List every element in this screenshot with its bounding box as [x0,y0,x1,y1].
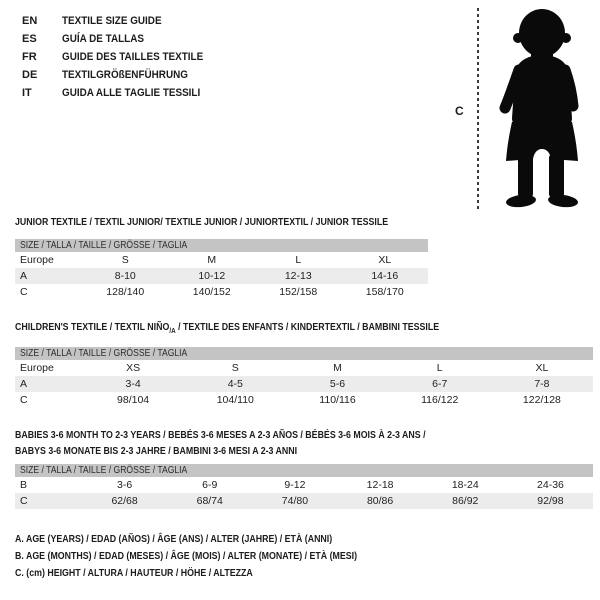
children-section-title [15,321,439,335]
table-size-header-text: SIZE / TALLA / TAILLE / GRÖSSE / TAGLIA [20,465,188,476]
height-measure-label: C [455,104,464,118]
table-row [15,477,593,493]
table-size-header-text: SIZE / TALLA / TAILLE / GRÖSSE / TAGLIA [20,240,188,251]
table-cell: 152/158 [279,286,318,298]
table-cell: 86/92 [452,495,479,507]
babies-title-line2: BABYS 3-6 MONATE BIS 2-3 JAHRE / BAMBINI 3-6 MESI A 2-3 ANNI [15,445,298,457]
junior-section-title: JUNIOR TEXTILE / TEXTIL JUNIOR/ TEXTILE JUNIOR / JUNIORTEXTIL / JUNIOR TESSILE [15,216,389,228]
baby-silhouette-image [485,4,600,210]
table-cell: 74/80 [281,495,309,507]
table-cell: 116/122 [421,394,459,406]
babies-section-title [15,427,426,459]
table-cell: C [20,286,28,298]
table-row [15,284,428,300]
table-cell: S [121,254,129,266]
table-cell: A [20,270,28,282]
table-cell: 104/110 [216,394,254,406]
table-cell: 128/140 [106,286,145,298]
children-size-table [15,347,593,408]
table-cell: 80/86 [366,495,394,507]
language-code: EN [22,15,38,27]
language-row-de [22,66,219,84]
table-row [15,360,593,376]
language-title: TEXTILGRÖßENFÜHRUNG [62,69,188,81]
table-cell: 110/116 [319,394,356,406]
junior-size-table [15,239,428,300]
language-legend [22,12,219,102]
language-title: GUIDE DES TAILLES TEXTILE [62,51,204,63]
table-cell: A [20,378,28,390]
table-cell: XS [126,362,141,374]
table-cell: XL [378,254,392,266]
language-code: DE [22,69,38,81]
table-cell: M [207,254,217,266]
language-row-fr [22,48,219,66]
table-cell: 98/104 [117,394,150,406]
table-row [15,376,593,392]
table-cell: S [231,362,239,374]
note-age-months: B. AGE (MONTHS) / EDAD (MESES) / ÂGE (MOIS) / ALTER (MONATE) / ETÀ (MESI) [15,550,358,562]
table-cell: 5-6 [329,378,346,390]
children-title-post: / TEXTILE DES ENFANTS / KINDERTEXTIL / BAMBINI TESSILE [175,321,440,333]
table-cell: 158/170 [365,286,404,298]
children-title-sub: /A [169,326,176,336]
language-row-it [22,84,219,102]
table-cell: 8-10 [114,270,136,282]
table-cell: 140/152 [192,286,231,298]
babies-size-table [15,464,593,509]
table-cell: Europe [20,254,54,266]
table-cell: Europe [20,362,54,374]
table-row [15,252,428,268]
children-title-pre: CHILDREN'S TEXTILE / TEXTIL NIÑO [15,321,170,333]
table-cell: 6-9 [202,479,218,491]
table-cell: 3-4 [125,378,141,390]
babies-title-line1: BABIES 3-6 MONTH TO 2-3 YEARS / BEBÉS 3-6 MESES A 2-3 AÑOS / BÉBÉS 3-6 MOIS À 2-3 ANS / [15,429,426,441]
table-cell: 3-6 [116,479,133,491]
table-cell: XL [535,362,549,374]
table-row [15,493,593,509]
language-title: GUIDA ALLE TAGLIE TESSILI [62,87,201,99]
table-cell: 10-12 [198,270,226,282]
table-cell: B [20,479,28,491]
measure-legend [15,531,357,582]
table-size-header [15,347,593,360]
language-title: TEXTILE SIZE GUIDE [62,15,162,27]
table-cell: C [20,394,28,406]
language-code: IT [22,87,32,99]
table-cell: M [333,362,342,374]
table-cell: 122/128 [522,394,561,406]
table-cell: 12-18 [366,479,394,491]
language-code: FR [22,51,37,63]
note-age-years: A. AGE (YEARS) / EDAD (AÑOS) / ÂGE (ANS) / ALTER (JAHRE) / ETÀ (ANNI) [15,533,333,545]
table-size-header [15,239,428,252]
table-cell: 62/68 [111,495,138,507]
table-row [15,268,428,284]
table-cell: 7-8 [534,378,550,390]
height-dashed-line [477,8,479,210]
language-title: GUÍA DE TALLAS [62,33,144,45]
table-cell: 14-16 [371,270,399,282]
table-cell: 12-13 [284,270,312,282]
language-code: ES [22,33,37,45]
table-row [15,392,593,408]
table-cell: L [436,362,443,374]
table-cell: 6-7 [432,378,448,390]
table-cell: L [295,254,302,266]
table-cell: 18-24 [451,479,479,491]
table-size-header [15,464,593,477]
language-row-es [22,30,219,48]
table-cell: 4-5 [227,378,243,390]
table-size-header-text: SIZE / TALLA / TAILLE / GRÖSSE / TAGLIA [20,348,188,359]
table-cell: C [20,495,28,507]
language-row-en [22,12,219,30]
note-height-cm: C. (cm) HEIGHT / ALTURA / HAUTEUR / HÖHE / ALTEZZA [15,567,253,579]
table-cell: 68/74 [196,495,223,507]
table-cell: 92/98 [537,495,564,507]
table-cell: 24-36 [537,479,564,491]
table-cell: 9-12 [284,479,306,491]
